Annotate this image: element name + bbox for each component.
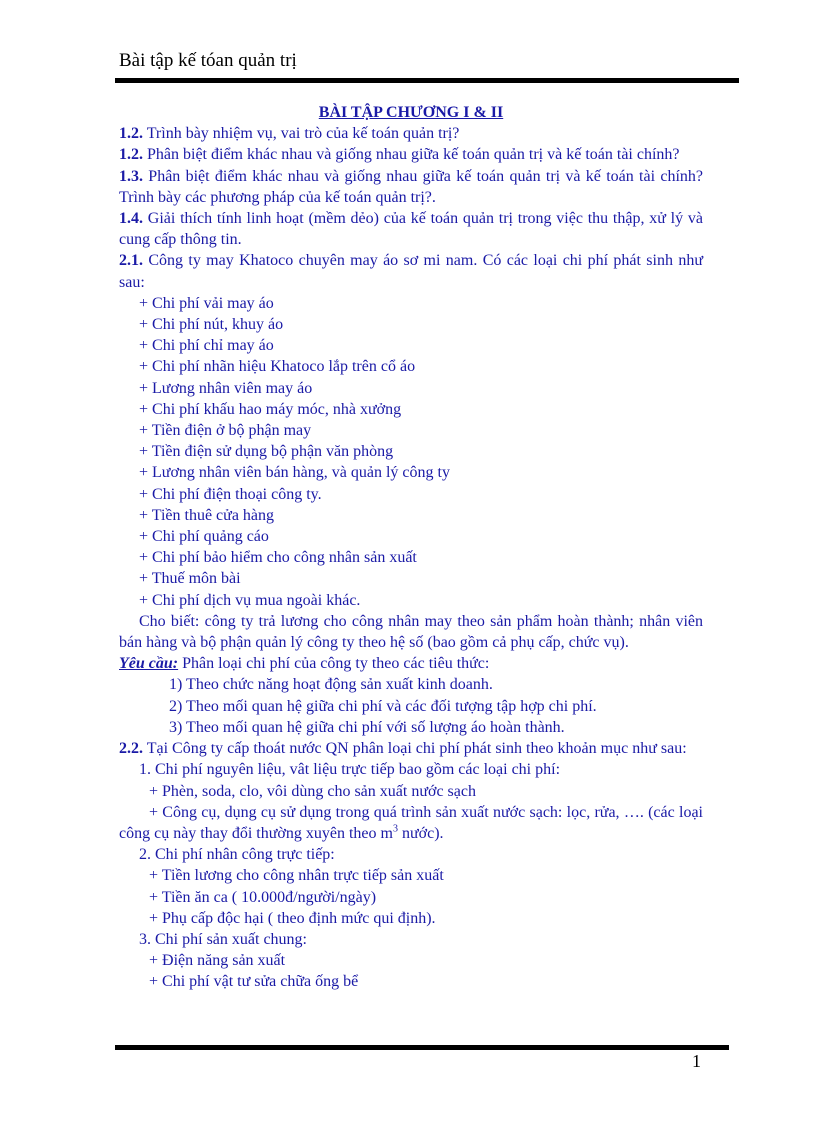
question-1-2a [119,123,703,144]
requirement-label: Yêu cầu: [119,655,179,673]
list-item: + Lương nhân viên bán hàng, và quản lý công ty [139,464,450,482]
question-2-1 [119,250,703,292]
question-number: 1.4. [119,210,143,228]
list-item: + Phèn, soda, clo, vôi dùng cho sản xuất nước sạch [149,782,476,800]
list-item: + Điện năng sản xuất [149,952,286,970]
question-number: 1.3. [119,167,143,185]
requirement-line [119,653,703,674]
section-heading: 3. Chi phí sản xuất chung: [139,930,307,948]
question-text: Giải thích tính linh hoạt (mềm dẻo) của kế toán quản trị trong việc thu thập, xử lý và cung cấp thông tin. [119,210,703,249]
list-item-text-end: nước). [397,824,444,842]
list-item: + Tiền điện ở bộ phận may [139,422,312,440]
list-item: + Chi phí khấu hao máy móc, nhà xưởng [139,400,402,418]
section-heading: 1. Chi phí nguyên liệu, vât liệu trực tiếp bao gồm các loại chi phí: [139,761,561,779]
list-item: + Chi phí vải may áo [139,294,274,312]
list-item [119,802,703,844]
question-1-3 [119,166,703,208]
question-text: Tại Công ty cấp thoát nước QN phân loại chi phí phát sinh theo khoản mục như sau: [143,740,687,758]
section-heading: 2. Chi phí nhân công trực tiếp: [139,846,335,864]
requirement-item: 2) Theo mối quan hệ giữa chi phí và các đối tượng tập hợp chi phí. [169,697,597,715]
header-rule [115,78,739,83]
list-item: + Thuế môn bài [139,570,241,588]
list-item: + Chi phí vật tư sửa chữa ống bể [149,973,359,991]
list-item: + Lương nhân viên may áo [139,379,313,397]
question-1-4 [119,208,703,250]
list-item: + Chi phí nhãn hiệu Khatoco lắp trên cổ áo [139,358,416,376]
list-item: + Chi phí nút, khuy áo [139,316,284,334]
list-item: + Tiền lương cho công nhân trực tiếp sản xuất [149,867,444,885]
list-item: + Chi phí quảng cáo [139,528,269,546]
list-item: + Chi phí chỉ may áo [139,337,274,355]
list-item: + Tiền ăn ca ( 10.000đ/người/ngày) [149,888,377,906]
question-text: Phân biệt điểm khác nhau và giống nhau giữa kế toán quản trị và kế toán tài chính? [143,146,680,164]
question-number: 2.1. [119,252,143,270]
list-item: + Tiền thuê cửa hàng [139,506,275,524]
page-title: BÀI TẬP CHƯƠNG I & II [318,104,504,121]
question-text: Phân biệt điểm khác nhau và giống nhau giữa kế toán quản trị và kế toán tài chính?Trình bày các phương pháp của kế toán quản trị?. [119,167,703,206]
requirement-item: 1) Theo chức năng hoạt động sản xuất kinh doanh. [169,676,493,694]
requirement-text: Phân loại chi phí của công ty theo các tiêu thức: [178,655,490,673]
list-item: + Phụ cấp độc hại ( theo định mức qui định). [149,909,436,927]
footer-rule [115,1045,729,1050]
superscript: 3 [392,823,398,835]
list-item: + Chi phí dịch vụ mua ngoài khác. [139,591,361,609]
question-text: Trình bày nhiệm vụ, vai trò của kế toán quản trị? [143,125,460,143]
note-paragraph: Cho biết: công ty trả lương cho công nhân may theo sản phẩm hoàn thành; nhân viên bán hàng và bộ phận quản lý công ty theo hệ số (bao gồm cả phụ cấp, chức vụ). [119,612,703,652]
list-item: + Tiền điện sử dụng bộ phận văn phòng [139,443,394,461]
question-number: 1.2. [119,125,143,143]
requirement-item: 3) Theo mối quan hệ giữa chi phí với số lượng áo hoàn thành. [169,718,565,736]
header-title: Bài tập kế tóan quản trị [119,50,297,71]
question-number: 2.2. [119,740,143,758]
list-item: + Chi phí điện thoại công ty. [139,485,322,503]
list-item: + Chi phí bảo hiểm cho công nhân sản xuất [139,549,417,567]
page-number: 1 [692,1051,701,1071]
question-number: 1.2. [119,146,143,164]
question-1-2b [119,144,703,165]
question-2-2 [119,738,703,759]
document-body [119,102,703,993]
question-text: Công ty may Khatoco chuyên may áo sơ mi nam. Có các loại chi phí phát sinh như sau: [119,252,703,291]
list-item-text: + Công cụ, dụng cụ sử dụng trong quá trình sản xuất nước sạch: lọc, rửa, …. (các loại công cụ này thay đổi thường xuyên theo m [119,803,703,842]
